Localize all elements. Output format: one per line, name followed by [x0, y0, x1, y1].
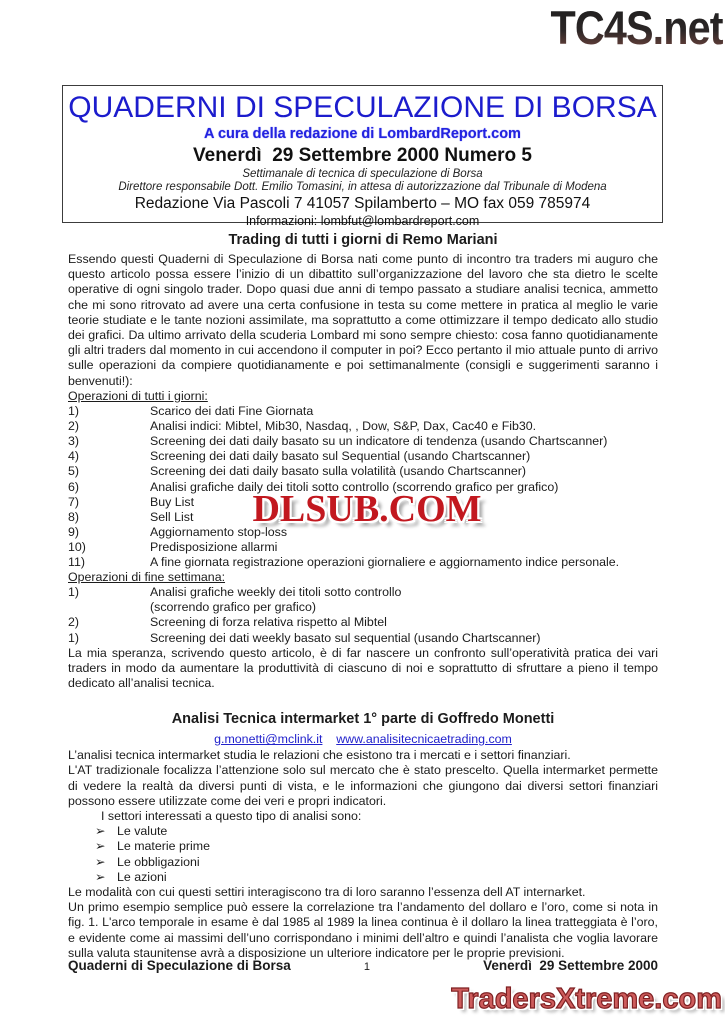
list-item [68, 824, 658, 839]
list-item-text: Analisi indici: Mibtel, Mib30, Nasdaq, , Dow, S&P, Dax, Cac40 e Fib30. [150, 419, 537, 434]
list-item-text: Scarico dei dati Fine Giornata [150, 404, 314, 419]
list-item-number: 2) [68, 419, 80, 434]
daily-operations-heading: Operazioni di tutti i giorni: [68, 388, 208, 403]
list-item [68, 839, 658, 854]
list-item [68, 404, 658, 419]
list-item-text: Screening dei dati daily basato sul Sequential (usando Chartscanner) [150, 449, 531, 464]
article2 [68, 711, 658, 961]
list-item-number: 9) [68, 524, 80, 539]
list-item [68, 585, 658, 600]
tradersxtreme-watermark: TradersXtreme.com [451, 983, 722, 1015]
list-item-number: 5) [68, 464, 80, 479]
sectors-bullet-list [68, 824, 658, 885]
article2-links [68, 731, 658, 747]
list-item [68, 464, 658, 479]
list-item [68, 434, 658, 449]
website-link[interactable]: www.analisitecnicaetrading.com [336, 732, 512, 747]
bullet-text: Le azioni [117, 869, 167, 884]
arrow-bullet-icon: ➢ [95, 839, 106, 854]
director-line: Direttore responsabile Dott. Emilio Tomasini, in attesa di autorizzazione dal Tribunale di Modena [118, 181, 607, 193]
link-separator [326, 732, 333, 746]
list-item-text: Screening di forza relativa rispetto al Mibtel [150, 615, 387, 630]
info-email-line: Informazioni: lombfut@lombardreport.com [245, 214, 480, 228]
article2-paragraph-3: Le modalità con cui questi settiri interagiscono tra di loro saranno l’essenza dell AT internarket. [68, 885, 586, 900]
list-item [68, 631, 658, 646]
list-item [68, 555, 658, 570]
newsletter-title: QUADERNI DI SPECULAZIONE DI BORSA [68, 91, 657, 124]
list-item [68, 615, 658, 630]
bullet-text: Le obbligazioni [117, 854, 200, 869]
list-item-text: Predisposizione allarmi [150, 539, 278, 554]
masthead-box [62, 85, 663, 228]
list-item-text: Screening dei dati daily basato sulla volatilità (usando Chartscanner) [150, 464, 527, 479]
list-item-number: 1) [68, 630, 80, 645]
footer-date: Venerdì 29 Settembre 2000 [483, 958, 658, 973]
list-item-text: Screening dei dati daily basato su un indicatore di tendenza (usando Chartscanner) [150, 434, 608, 449]
list-item-continuation: (scorrendo grafico per grafico) [150, 600, 316, 615]
list-item-number: 6) [68, 479, 80, 494]
list-item-text: Buy List [150, 494, 195, 509]
list-item-number: 1) [68, 585, 80, 600]
page-footer [68, 958, 658, 973]
arrow-bullet-icon: ➢ [95, 869, 106, 884]
list-item-text: Aggiornamento stop-loss [150, 524, 288, 539]
arrow-bullet-icon: ➢ [95, 824, 106, 839]
list-item-text: Sell List [150, 509, 194, 524]
article2-paragraph-1: L’analisi tecnica intermarket studia le relazioni che esistono tra i mercati e i settori finanziari. [68, 748, 571, 763]
newsletter-tagline: Settimanale di tecnica di speculazione di Borsa [242, 168, 483, 180]
article2-paragraph-2: L'AT tradizionale focalizza l’attenzione solo sul mercato che è stato prescelto. Quella intermarket permette di vedere la realtà da diversi punti di vista, e le informazioni che giungono dai diversi settori finanziari possono essere utilizzate come dei veri e propri indicatori. [68, 763, 658, 808]
sectors-intro-line: I settori interessati a questo tipo di analisi sono: [101, 809, 362, 824]
article1-title: Trading di tutti i giorni di Remo Mariani [228, 232, 498, 248]
list-item-number: 8) [68, 509, 80, 524]
email-link[interactable]: g.monetti@mclink.it [214, 732, 323, 747]
list-item-text: Analisi grafiche daily dei titoli sotto controllo (scorrendo grafico per grafico) [150, 479, 559, 494]
weekly-operations-list [68, 585, 658, 645]
article1-closing-paragraph: La mia speranza, scrivendo questo articolo, è di far nascere un confronto sull’operatività pratica dei vari traders in modo da aumentare la produttività di ciascuno di noi e soprattutto di sfruttare a pieno il tempo dedicato all’analisi tecnica. [68, 645, 658, 691]
page-content [68, 232, 658, 961]
newsletter-subtitle: A cura della redazione di LombardReport.com [204, 126, 521, 142]
list-item-number: 2) [68, 615, 80, 630]
bullet-text: Le valute [117, 824, 168, 839]
issue-date-number: Venerdì 29 Settembre 2000 Numero 5 [193, 145, 532, 166]
dlsub-watermark: DLSUB.COM [252, 488, 482, 530]
tc4s-watermark: TC4S.net [550, 1, 723, 54]
list-item [68, 855, 658, 870]
list-item-number: 3) [68, 434, 80, 449]
list-item-number: 10) [68, 539, 86, 554]
article2-paragraph-4: Un primo esempio semplice può essere la correlazione tra l’andamento del dollaro e l’oro, come si nota in fig. 1. L'arco temporale in esame è dal 1985 al 1989 la linea continua è il dollaro la linea tratteggiata è l’oro, e evidente come ai massimi dell’uno corrispondano i minimi dell’altro e quindi l’analista che voglia lavorare sulla valuta staunitense avrà a disposizione un ulteriore indicatore per le proprie previsioni. [68, 900, 658, 960]
list-item-text: A fine giornata registrazione operazioni giornaliere e aggiornamento indice personale. [150, 554, 620, 569]
bullet-text: Le materie prime [117, 839, 210, 854]
list-item-text: Analisi grafiche weekly dei titoli sotto controllo [150, 585, 402, 600]
weekly-operations-heading: Operazioni di fine settimana: [68, 570, 226, 585]
editorial-address: Redazione Via Pascoli 7 41057 Spilamberto – MO fax 059 785974 [134, 195, 591, 212]
list-item-text: Screening dei dati weekly basato sul sequential (usando Chartscanner) [150, 630, 541, 645]
list-item [68, 540, 658, 555]
list-item [68, 870, 658, 885]
page-number: 1 [363, 961, 371, 973]
arrow-bullet-icon: ➢ [95, 854, 106, 869]
footer-title: Quaderni di Speculazione di Borsa [68, 958, 291, 973]
list-item-number: 1) [68, 404, 80, 419]
list-item-number: 7) [68, 494, 80, 509]
article2-title: Analisi Tecnica intermarket 1° parte di Goffredo Monetti [171, 711, 555, 728]
list-item-number: 11) [68, 554, 85, 569]
list-item [68, 419, 658, 434]
list-item [68, 449, 658, 464]
article1-intro-paragraph: Essendo questi Quaderni di Speculazione di Borsa nati come punto di incontro tra traders mi auguro che questo articolo possa essere l’inizio di un dibattito sull’organizzazione del lavoro che sta dietro le scelte operative di ogni singolo trader. Dopo quasi due anni di tempo passato a studiare analisi tecnica, ammetto che mi sono ritrovato ad avere una certa confusione in testa su come mettere in pratica al meglio le varie teorie studiate e le tante nozioni assimilate, ma soprattutto a come ottimizzare il tempo dedicato allo studio dei grafici. Da ultimo arrivato della scuderia Lombard mi sono sempre chiesto: cosa fanno quotidianamente gli altri traders dal momento in cui accendono il computer in poi? Ecco pertanto il mio attuale punto di arrivo sulle operazioni da compiere quotidianamente e poi settimanalmente (consigli e suggerimenti saranno i benvenuti!): [68, 252, 658, 388]
list-item-number: 4) [68, 449, 80, 464]
